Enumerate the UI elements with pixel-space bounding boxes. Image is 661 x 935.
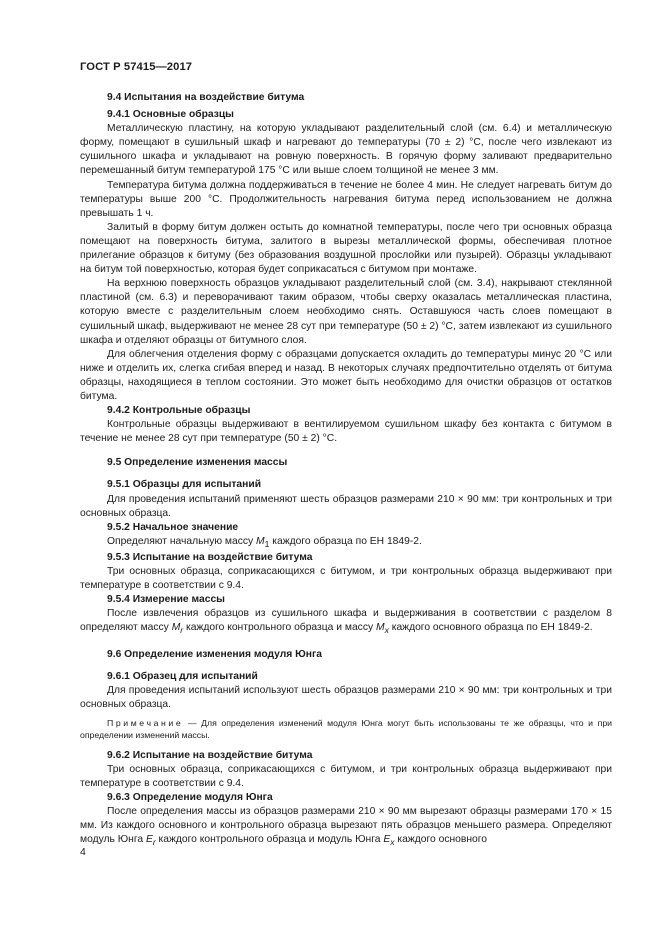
section-9-4-1-title: 9.4.1 Основные образцы [107, 109, 234, 121]
note [80, 718, 612, 742]
section-9-5-3-title: 9.5.3 Испытание на воздействие битума [107, 551, 313, 563]
paragraph: На верхнюю поверхность образцов укладывают разделительный слой (см. 3.4), накрывают стеклянной пластиной (см. 6.3) и переворачивают таким образом, чтобы сверху оказалась металлическая пластина, которую вместе с разделительным слоем необходимо снять. Оставшуюся часть слоев помещают в сушильный шкаф, выдерживают не менее 28 сут при температуре (50 ± 2) °С, затем извлекают из сушильного шкафа и отделяют образцы от битумного слоя. [80, 278, 612, 346]
section-9-6-3-title: 9.6.3 Определение модуля Юнга [107, 791, 273, 803]
section-9-5-1-title: 9.5.1 Образцы для испытаний [107, 479, 262, 491]
section-9-5-title: 9.5 Определение изменения массы [107, 457, 288, 469]
document-code: ГОСТ Р 57415—2017 [80, 61, 193, 73]
paragraph: Контрольные образцы выдерживают в вентилируемом сушильном шкафу без контакта с битумом в течение не менее 28 сут при температуре (50 ± 2) °С. [80, 419, 612, 445]
section-9-6-1-title: 9.6.1 Образец для испытаний [107, 670, 258, 682]
page-number: 4 [80, 846, 86, 858]
paragraph: После извлечения образцов из сушильного шкафа и выдерживания в соответствии с разделом 8 определяют массу $M_r$ каждого контрольного образца и массу $M_x$ каждого основного образца по ЕН 1849-2. [80, 608, 612, 636]
paragraph: Металлическую пластину, на которую укладывают разделительный слой (см. 6.4) и металлическую форму, помещают в сушильный шкаф и нагревают до температуры (70 ± 2) °С, после чего извлекают из сушильного шкафа и укладывают на ровную поверхность. В горячую форму заливают предварительно перемешанный битум температурой 175 °С или выше слоем толщиной не менее 3 мм. [80, 123, 612, 177]
section-9-6-title: 9.6 Определение изменения модуля Юнга [107, 648, 323, 660]
section-9-4-title: 9.4 Испытания на воздействие битума [107, 92, 305, 103]
section-9-5-2-title: 9.5.2 Начальное значение [107, 521, 239, 533]
paragraph: Три основных образца, соприкасающихся с битумом, и три контрольных образца выдерживают при температуре в соответствии с 9.4. [80, 566, 612, 592]
paragraph: Три основных образца, соприкасающихся с битумом, и три контрольных образца выдерживают при температуре в соответствии с 9.4. [80, 763, 612, 789]
paragraph: Определяют начальную массу $M_1$ каждого образца по ЕН 1849-2. [107, 535, 422, 549]
section-9-5-4-title: 9.5.4 Измерение массы [107, 594, 225, 606]
paragraph: Залитый в форму битум должен остыть до комнатной температуры, после чего три основных образца помещают на поверхность битума, залитого в вырезы металлической формы, обеспечивая плотное прилегание образцов к битуму (без образования воздушной прослойки или пузырей). Образцы укладывают на битум той поверхностью, которая будет соприкасаться с битумом при монтаже. [80, 221, 612, 276]
note-label: Примечание [107, 717, 184, 728]
document-body [80, 91, 612, 849]
paragraph: Для проведения испытаний применяют шесть образцов размерами 210 × 90 мм: три контрольных и три основных образца. [80, 493, 612, 519]
paragraph: Для облегчения отделения форму с образцами допускается охладить до температуры минус 20 °С или ниже и отделить их, слегка сгибая вперед и назад. В некоторых случаях предпочтительно отделять от битума образцы, находящиеся в теплом состоянии. Это может быть необходимо для очистки образцов от остатков битума. [80, 348, 612, 402]
section-9-4-2-title: 9.4.2 Контрольные образцы [107, 405, 251, 417]
note-text: — Для определения изменений модуля Юнга могут быть использованы те же образцы, что и при определении изменений массы. [80, 717, 612, 740]
paragraph: Для проведения испытаний используют шесть образцов размерами 210 × 90 мм: три контрольных и три основных образца. [80, 684, 612, 710]
paragraph: После определения массы из образцов размерами 210 × 90 мм вырезают образцы размерами 170 × 15 мм. Из каждого основного и контрольного образца вырезают пять образцов меньшего размера. Определяют модуль Юнга $E_r$ каждого контрольного образца и модуль Юнга $E_x$ каждого основного [80, 805, 612, 848]
paragraph: Температура битума должна поддерживаться в течение не более 4 мин. Не следует нагревать битум до температуры выше 200 °С. Продолжительность нагревания битума перед использованием не должна превышать 1 ч. [80, 179, 612, 219]
section-9-6-2-title: 9.6.2 Испытание на воздействие битума [107, 749, 313, 761]
